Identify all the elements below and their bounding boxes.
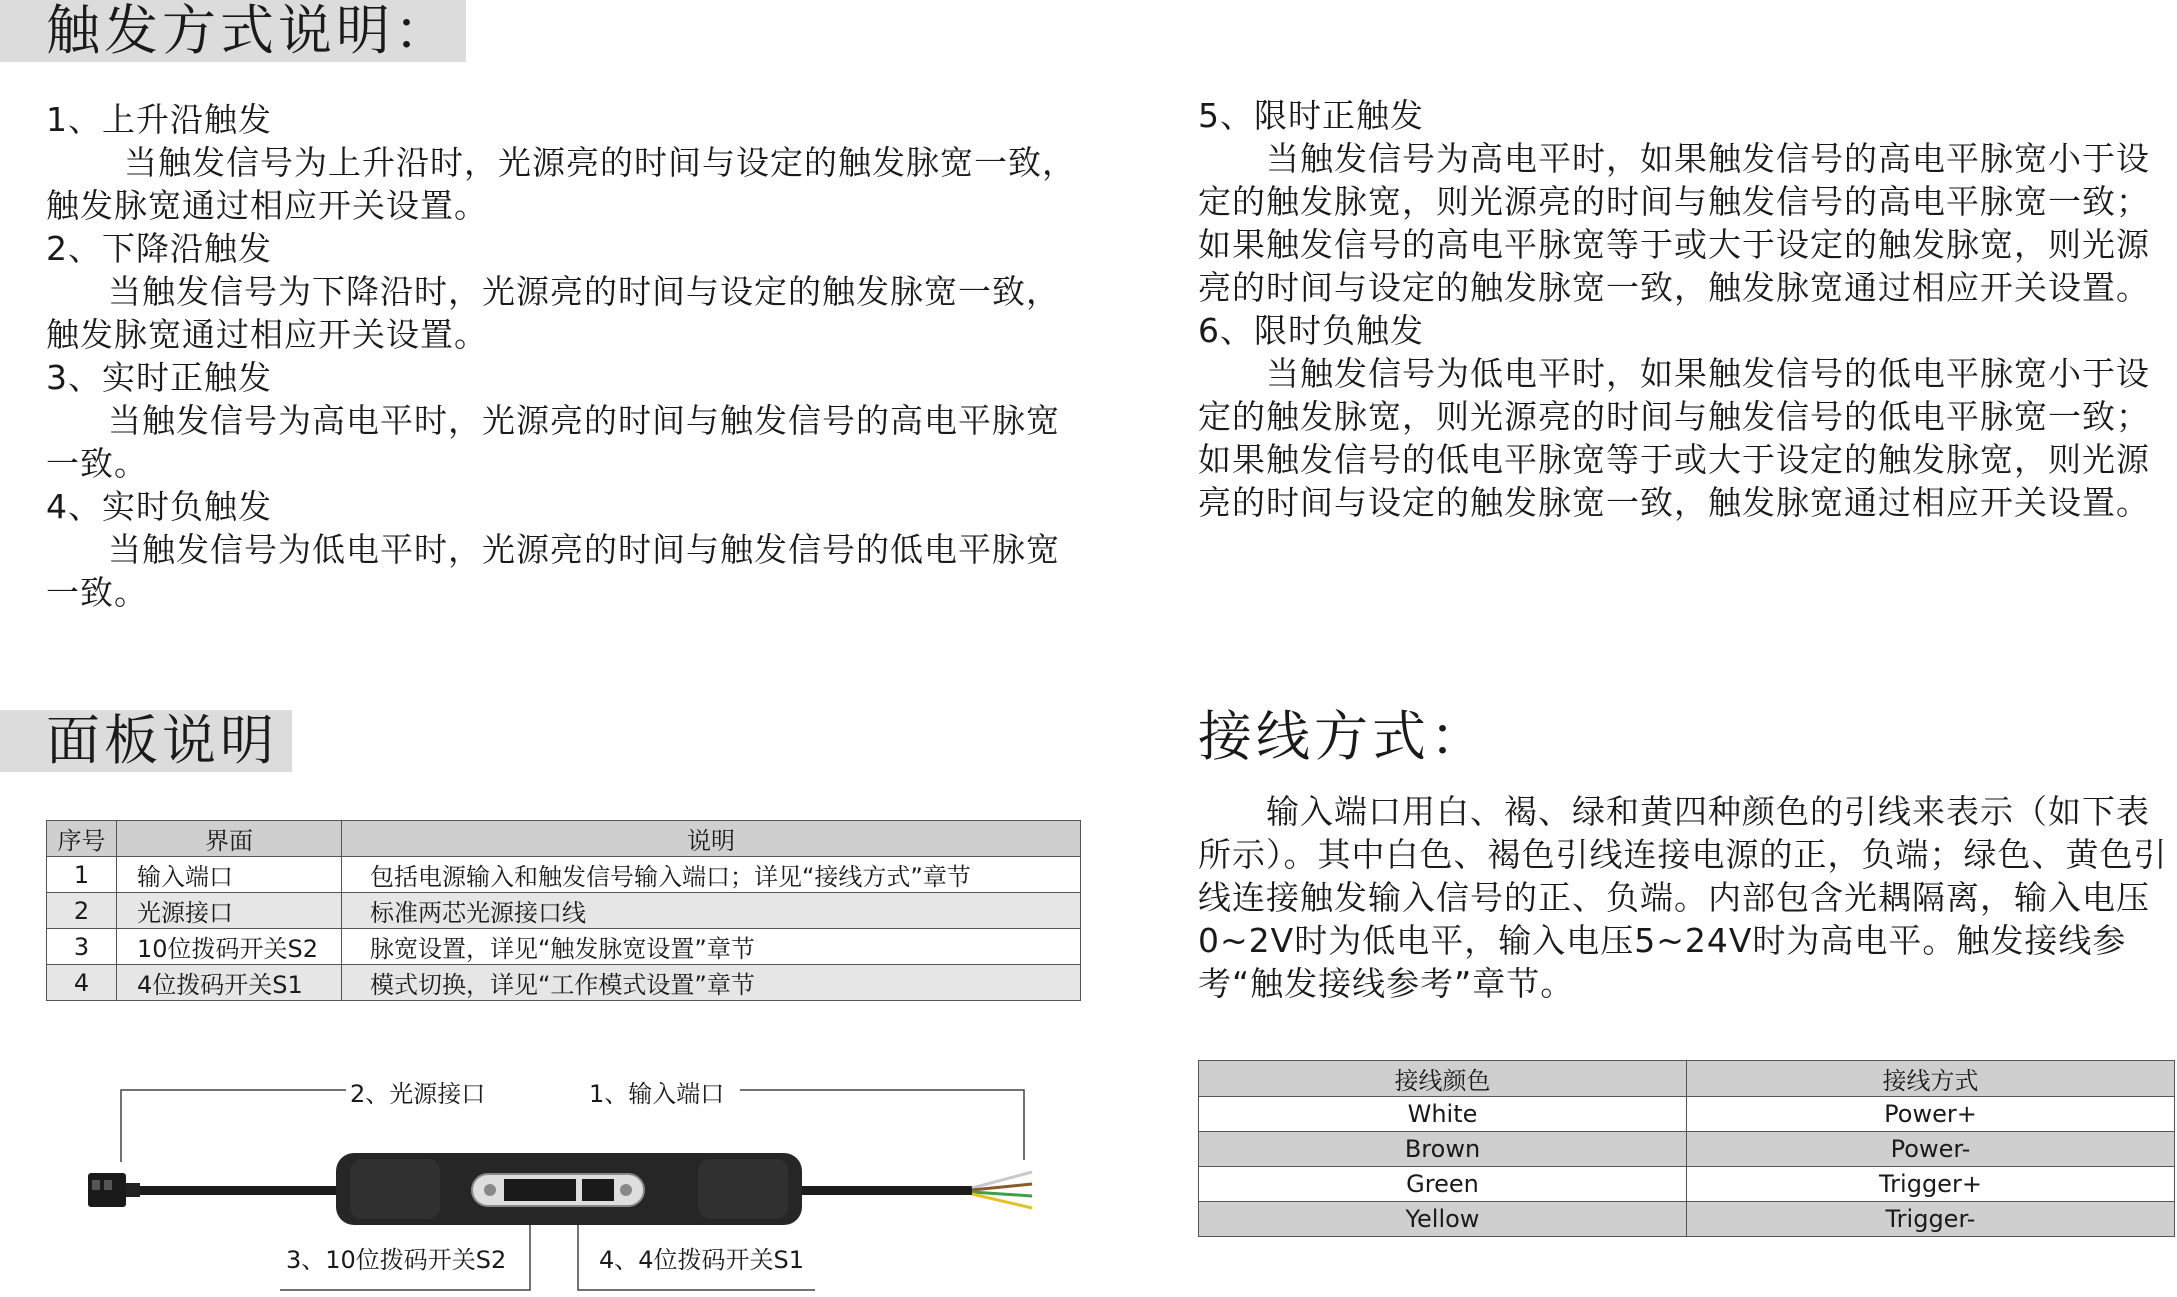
cell-description: 标准两芯光源接口线 — [342, 893, 1081, 929]
cell-wire-color: Yellow — [1199, 1202, 1687, 1237]
input-cable — [802, 1186, 972, 1195]
label-s1: 4、4位拨码开关S1 — [595, 1240, 808, 1275]
wiring-text — [1198, 790, 2175, 1005]
cell-interface: 10位拨码开关S2 — [117, 929, 342, 965]
table-row — [1199, 1202, 2175, 1237]
table-row — [47, 929, 1081, 965]
callout-line-light-port — [121, 1090, 350, 1162]
header-interface: 界面 — [117, 821, 342, 857]
trigger-section-title: 触发方式说明： — [0, 0, 466, 62]
trigger-item-heading: 2、下降沿触发 — [46, 229, 272, 268]
table-row — [1199, 1097, 2175, 1132]
label-light-port: 2、光源接口 — [346, 1074, 489, 1109]
cell-index: 2 — [47, 893, 117, 929]
trigger-item-heading: 3、实时正触发 — [46, 358, 272, 397]
wiring-body: 输入端口用白、褐、绿和黄四种颜色的引线来表示（如下表所示）。其中白色、褐色引线连接电源的正，负端；绿色、黄色引线连接触发输入信号的正、负端。内部包含光耦隔离，输入电压0~2V时为低电平，输入电压5~24V时为高电平。触发接线参考“触发接线参考”章节。 — [1198, 792, 2168, 1003]
trigger-item-body: 当触发信号为下降沿时，光源亮的时间与设定的触发脉宽一致，触发脉宽通过相应开关设置。 — [46, 272, 1060, 354]
cell-wire-function: Power+ — [1687, 1097, 2175, 1132]
trigger-item-heading: 4、实时负触发 — [46, 487, 272, 526]
device-diagram — [80, 1050, 1080, 1293]
cell-description: 模式切换，详见“工作模式设置”章节 — [342, 965, 1081, 1001]
panel-table — [46, 820, 1081, 1001]
cell-interface: 输入端口 — [117, 857, 342, 893]
cell-wire-function: Power- — [1687, 1132, 2175, 1167]
cell-interface: 光源接口 — [117, 893, 342, 929]
trigger-item-heading: 6、限时负触发 — [1198, 311, 1424, 350]
header-description: 说明 — [342, 821, 1081, 857]
trigger-item-heading: 1、上升沿触发 — [46, 100, 272, 139]
table-row — [47, 965, 1081, 1001]
cell-description: 脉宽设置，详见“触发脉宽设置”章节 — [342, 929, 1081, 965]
cell-wire-color: Green — [1199, 1167, 1687, 1202]
table-row — [1199, 1167, 2175, 1202]
cell-wire-color: Brown — [1199, 1132, 1687, 1167]
table-header-row — [47, 821, 1081, 857]
trigger-item-body: 当触发信号为低电平时，如果触发信号的低电平脉宽小于设定的触发脉宽，则光源亮的时间与触发信号的低电平脉宽一致；如果触发信号的低电平脉宽等于或大于设定的触发脉宽，则光源亮的时间与设定的触发脉宽一致，触发脉宽通过相应开关设置。 — [1198, 354, 2150, 522]
cell-wire-color: White — [1199, 1097, 1687, 1132]
device-drawing — [80, 1050, 1080, 1293]
trigger-left-column — [46, 98, 1086, 614]
trigger-right-column — [1198, 94, 2173, 524]
cell-wire-function: Trigger+ — [1687, 1167, 2175, 1202]
cell-index: 3 — [47, 929, 117, 965]
trigger-item-heading: 5、限时正触发 — [1198, 96, 1424, 135]
table-header-row — [1199, 1061, 2175, 1097]
light-cable — [140, 1186, 336, 1195]
label-s2: 3、10位拨码开关S2 — [282, 1240, 510, 1275]
cell-index: 1 — [47, 857, 117, 893]
callout-line-input-port — [740, 1090, 1024, 1160]
table-row — [1199, 1132, 2175, 1167]
trigger-item-body: 当触发信号为高电平时，光源亮的时间与触发信号的高电平脉宽一致。 — [46, 401, 1060, 483]
trigger-item-body: 当触发信号为高电平时，如果触发信号的高电平脉宽小于设定的触发脉宽，则光源亮的时间与触发信号的高电平脉宽一致；如果触发信号的高电平脉宽等于或大于设定的触发脉宽，则光源亮的时间与设定的触发脉宽一致，触发脉宽通过相应开关设置。 — [1198, 139, 2150, 307]
wiring-table — [1198, 1060, 2175, 1237]
wiring-section-title: 接线方式： — [1198, 705, 1488, 768]
label-input-port: 1、输入端口 — [585, 1074, 728, 1109]
trigger-item-body: 当触发信号为低电平时，光源亮的时间与触发信号的低电平脉宽一致。 — [46, 530, 1060, 612]
header-wire-color: 接线颜色 — [1199, 1061, 1687, 1097]
header-index: 序号 — [47, 821, 117, 857]
trigger-item-body: 当触发信号为上升沿时，光源亮的时间与设定的触发脉宽一致，触发脉宽通过相应开关设置。 — [46, 143, 1076, 225]
header-wire-function: 接线方式 — [1687, 1061, 2175, 1097]
cell-interface: 4位拨码开关S1 — [117, 965, 342, 1001]
cell-index: 4 — [47, 965, 117, 1001]
cell-description: 包括电源输入和触发信号输入端口；详见“接线方式”章节 — [342, 857, 1081, 893]
table-row — [47, 857, 1081, 893]
panel-section-title: 面板说明 — [0, 710, 292, 772]
cell-wire-function: Trigger- — [1687, 1202, 2175, 1237]
table-row — [47, 893, 1081, 929]
